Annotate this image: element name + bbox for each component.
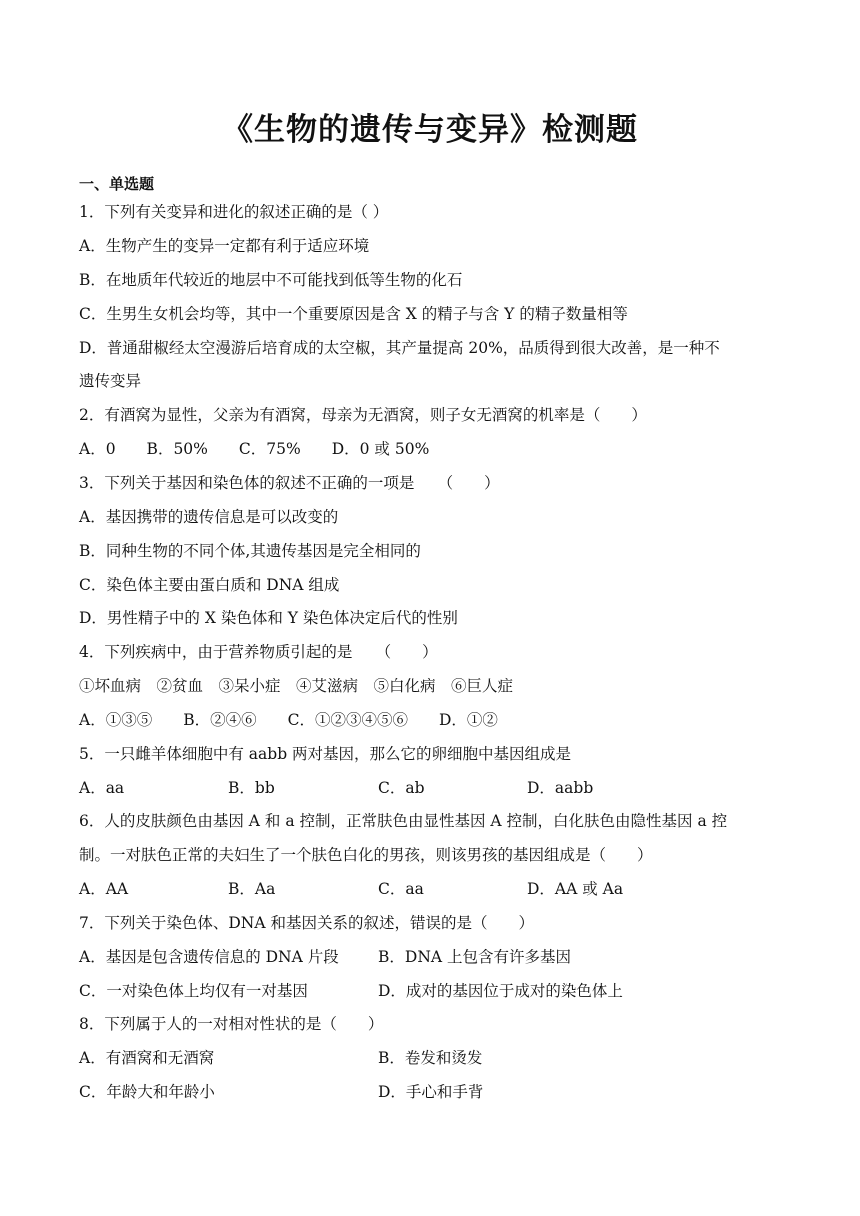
question-3-option-c: C．染色体主要由蛋白质和 DNA 组成 xyxy=(79,576,340,594)
question-4: 4．下列疾病中，由于营养物质引起的是 （ ） xyxy=(79,643,438,661)
question-7-option-b: B．DNA 上包含有许多基因 xyxy=(378,948,572,966)
question-2: 2．有酒窝为显性，父亲为有酒窝，母亲为无酒窝，则子女无酒窝的机率是（ ） xyxy=(79,406,647,424)
page-title: 《生物的遗传与变异》检测题 xyxy=(222,112,638,148)
question-2-options: A．0 B．50% C．75% D．0 或 50% xyxy=(79,440,430,458)
question-5-option-b: B．bb xyxy=(228,779,275,797)
question-6-option-b: B．Aa xyxy=(228,880,276,898)
question-6-continued: 制。一对肤色正常的夫妇生了一个肤色白化的男孩，则该男孩的基因组成是（ ） xyxy=(79,846,653,864)
question-6-option-a: A．AA xyxy=(79,880,129,898)
question-3-option-a: A．基因携带的遗传信息是可以改变的 xyxy=(79,508,339,526)
question-8-option-a: A．有酒窝和无酒窝 xyxy=(79,1049,215,1067)
question-4-options: A．①③⑤ B．②④⑥ C．①②③④⑤⑥ D．①② xyxy=(79,711,498,729)
question-5: 5．一只雌羊体细胞中有 aabb 两对基因，那么它的卵细胞中基因组成是 xyxy=(79,745,572,763)
question-5-option-d: D．aabb xyxy=(527,779,594,797)
question-1-option-a: A．生物产生的变异一定都有利于适应环境 xyxy=(79,237,370,255)
question-3-option-d: D．男性精子中的 X 染色体和 Y 染色体决定后代的性别 xyxy=(79,609,458,627)
question-8-option-b: B．卷发和烫发 xyxy=(378,1049,483,1067)
question-7: 7．下列关于染色体、DNA 和基因关系的叙述，错误的是（ ） xyxy=(79,914,534,932)
question-1-option-b: B．在地质年代较近的地层中不可能找到低等生物的化石 xyxy=(79,271,463,289)
question-1-option-d-continued: 遗传变异 xyxy=(79,372,142,390)
question-8-option-d: D．手心和手背 xyxy=(378,1083,484,1101)
question-7-option-d: D．成对的基因位于成对的染色体上 xyxy=(378,982,623,1000)
question-1-option-c: C．生男生女机会均等，其中一个重要原因是含 X 的精子与含 Y 的精子数量相等 xyxy=(79,305,628,323)
question-1: 1．下列有关变异和进化的叙述正确的是（ ） xyxy=(79,203,389,221)
question-3: 3．下列关于基因和染色体的叙述不正确的一项是 （ ） xyxy=(79,474,500,492)
question-5-option-c: C．ab xyxy=(378,779,425,797)
question-7-option-a: A．基因是包含遗传信息的 DNA 片段 xyxy=(79,948,339,966)
section-heading: 一、单选题 xyxy=(79,175,155,193)
question-5-option-a: A．aa xyxy=(79,779,125,797)
question-3-option-b: B．同种生物的不同个体,其遗传基因是完全相同的 xyxy=(79,542,421,560)
question-6-option-c: C．aa xyxy=(378,880,424,898)
question-8: 8．下列属于人的一对相对性状的是（ ） xyxy=(79,1015,384,1033)
question-4-disease-list: ①坏血病 ②贫血 ③呆小症 ④艾滋病 ⑤白化病 ⑥巨人症 xyxy=(79,677,514,695)
question-7-option-c: C．一对染色体上均仅有一对基因 xyxy=(79,982,308,1000)
question-6: 6．人的皮肤颜色由基因 A 和 a 控制，正常肤色由显性基因 A 控制，白化肤色由隐性基因 a 控 xyxy=(79,812,728,830)
question-8-option-c: C．年龄大和年龄小 xyxy=(79,1083,215,1101)
question-6-option-d: D．AA 或 Aa xyxy=(527,880,624,898)
question-1-option-d: D．普通甜椒经太空漫游后培育成的太空椒，其产量提高 20%，品质得到很大改善，是一种不 xyxy=(79,339,720,357)
